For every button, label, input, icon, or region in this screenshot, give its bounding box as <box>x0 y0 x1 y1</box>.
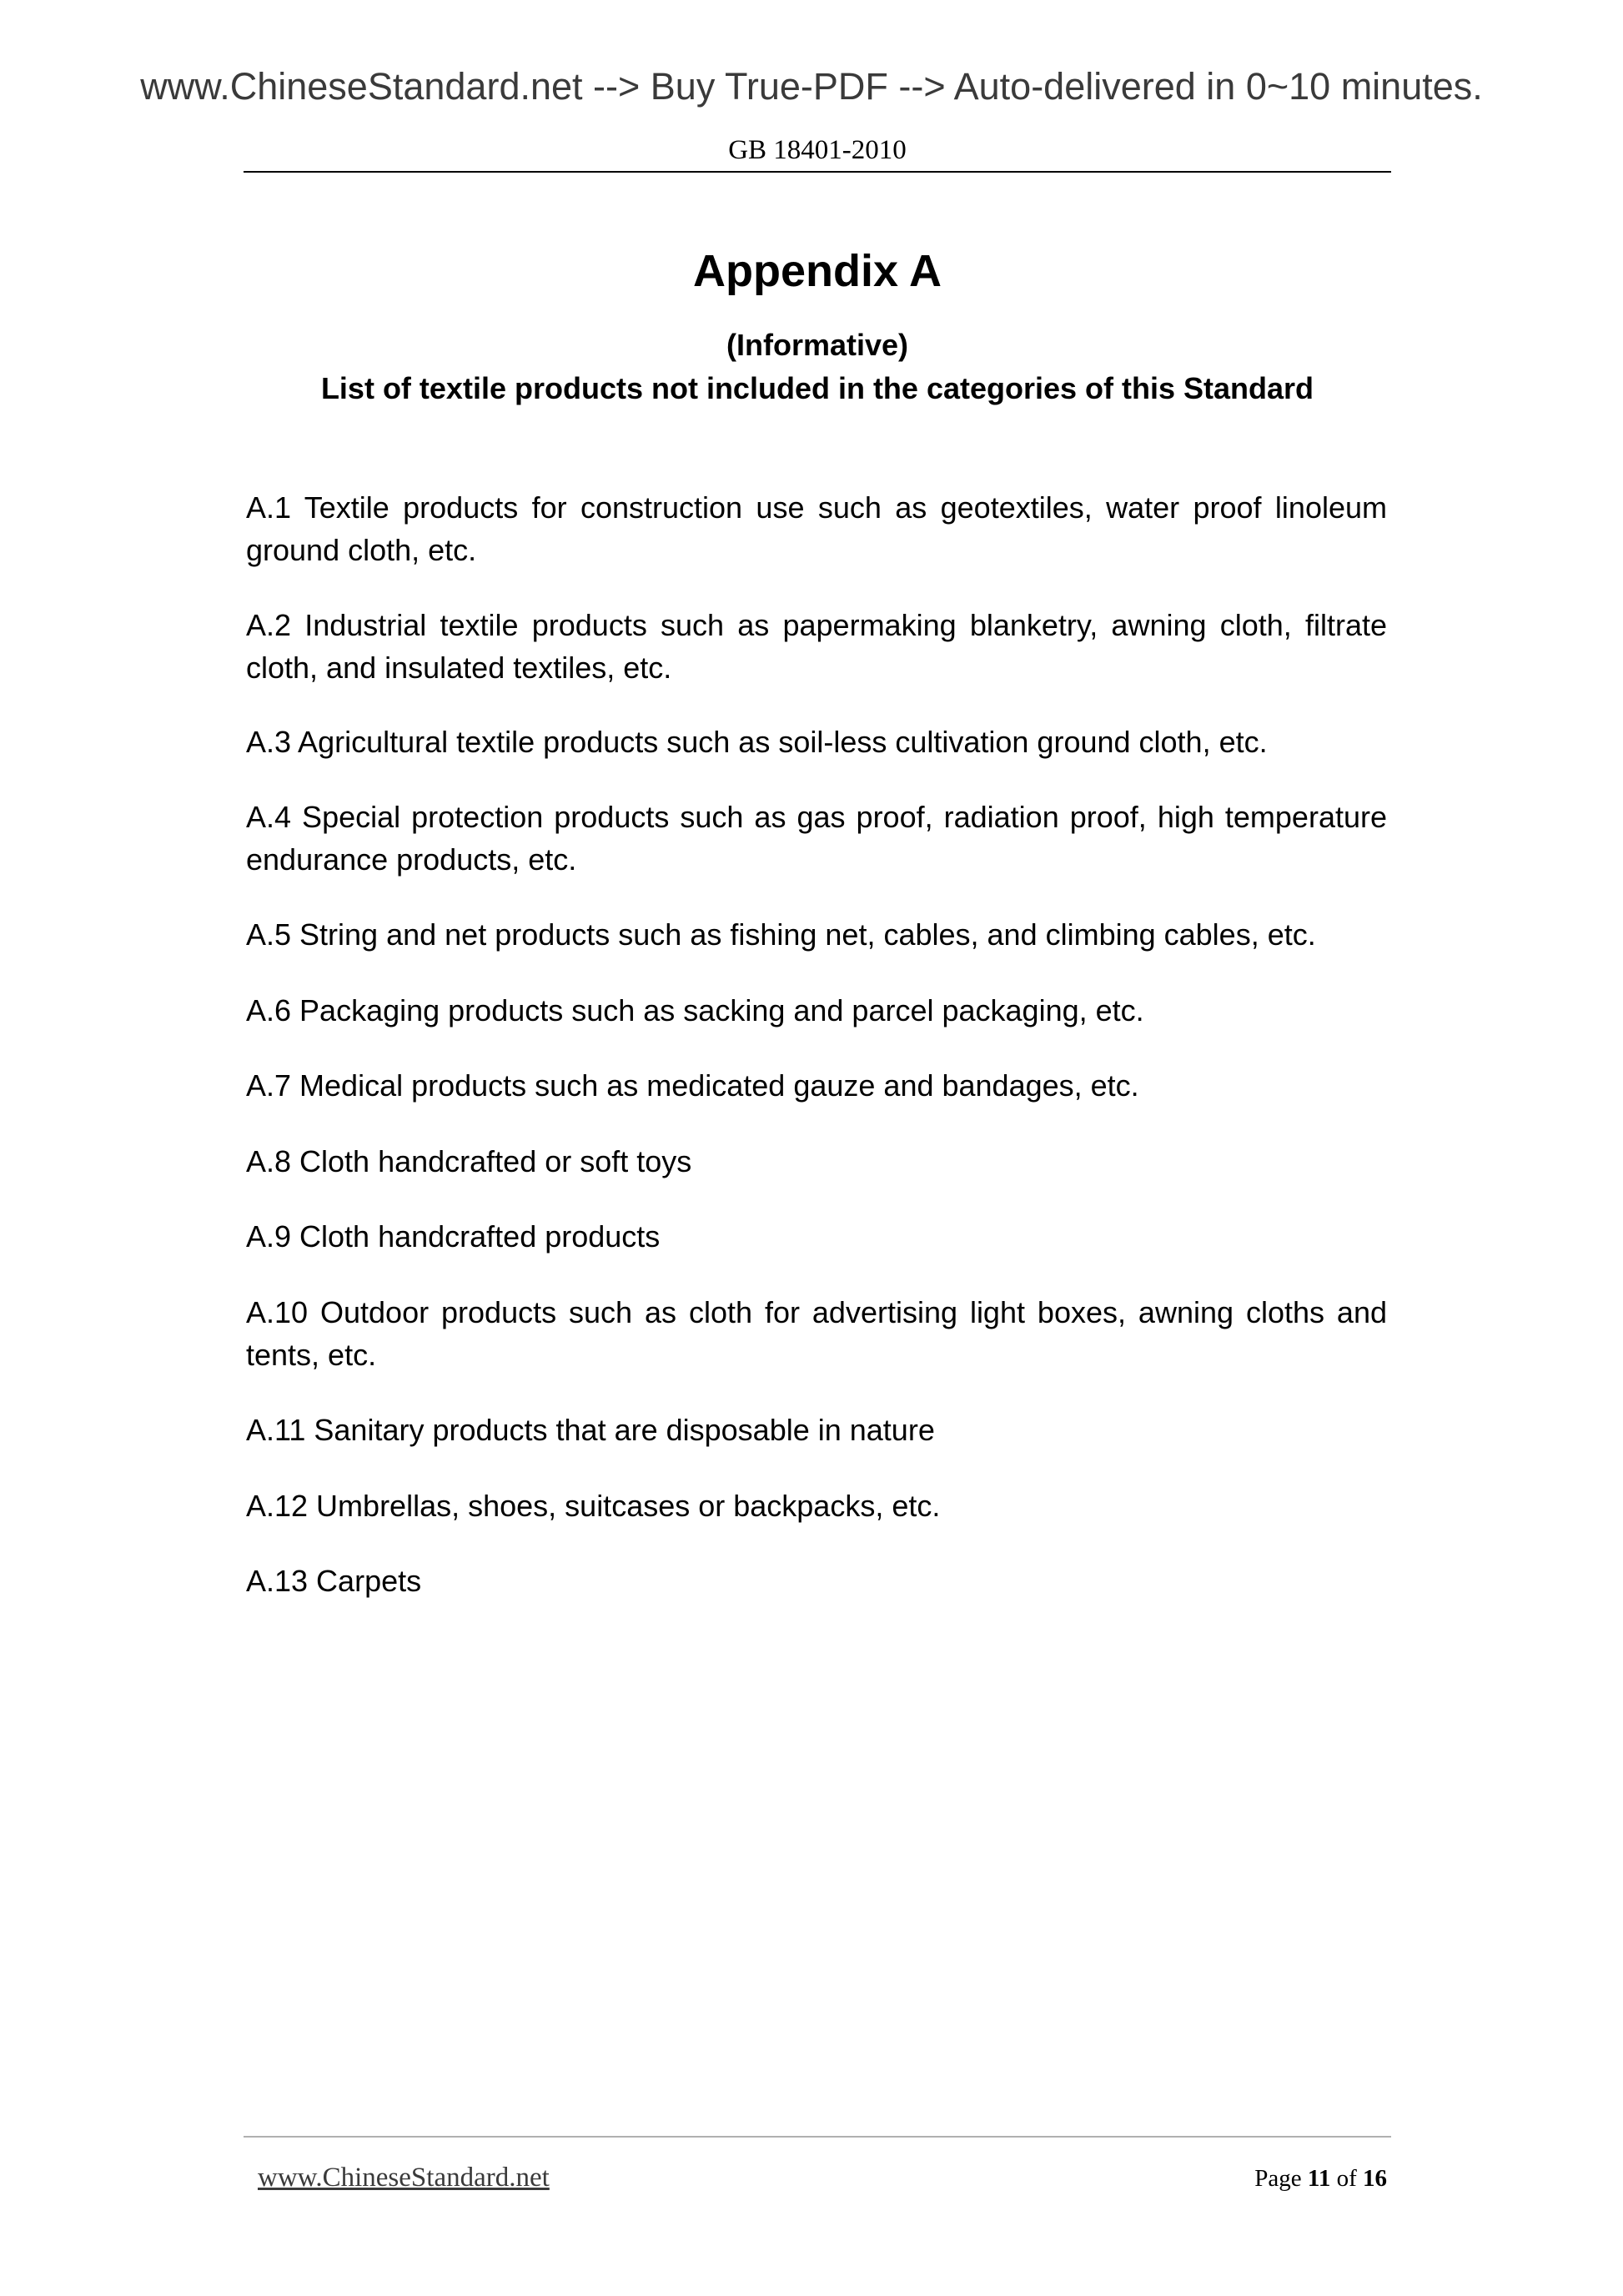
top-banner[interactable]: www.ChineseStandard.net --> Buy True-PDF --> Auto-delivered in 0~10 minutes. <box>140 65 1483 108</box>
list-item-a7: A.7 Medical products such as medicated gauze and bandages, etc. <box>246 1068 1139 1103</box>
page-current: 11 <box>1307 2165 1331 2192</box>
appendix-subtitle: List of textile products not included in the categories of this Standard <box>320 371 1314 405</box>
header-divider <box>244 171 1391 173</box>
footer-divider <box>244 2136 1391 2138</box>
list-item-a10: A.10 Outdoor products such as cloth for advertising light boxes, awning cloths and tents, etc. <box>246 1295 1387 1372</box>
list-item-a13: A.13 Carpets <box>246 1564 422 1598</box>
list-item-a12: A.12 Umbrellas, shoes, suitcases or backpacks, etc. <box>246 1489 941 1523</box>
list-item-a11: A.11 Sanitary products that are disposable in nature <box>246 1413 935 1447</box>
list-item-a3: A.3 Agricultural textile products such as soil-less cultivation ground cloth, etc. <box>246 725 1268 759</box>
list-item-a2: A.2 Industrial textile products such as papermaking blanketry, awning cloth, filtrate cloth, and insulated textiles, etc. <box>246 608 1387 685</box>
standard-code: GB 18401-2010 <box>728 135 907 165</box>
appendix-title: Appendix A <box>692 246 942 296</box>
list-item-a5: A.5 String and net products such as fishing net, cables, and climbing cables, etc. <box>246 917 1316 952</box>
list-item-a1: A.1 Textile products for construction use such as geotextiles, water proof linoleum ground cloth, etc. <box>246 490 1387 567</box>
page-total: 16 <box>1363 2165 1387 2192</box>
list-item-a6: A.6 Packaging products such as sacking and parcel packaging, etc. <box>246 993 1144 1027</box>
appendix-nature: (Informative) <box>726 328 909 362</box>
list-item-a4: A.4 Special protection products such as gas proof, radiation proof, high temperature endurance products, etc. <box>246 800 1387 877</box>
list-item-a9: A.9 Cloth handcrafted products <box>246 1219 661 1254</box>
footer-website-link[interactable]: www.ChineseStandard.net <box>258 2163 550 2193</box>
page-label: Page <box>1254 2165 1302 2192</box>
list-item-a8: A.8 Cloth handcrafted or soft toys <box>246 1144 692 1178</box>
page-indicator <box>1254 2162 1387 2195</box>
page-of: of <box>1336 2165 1357 2192</box>
